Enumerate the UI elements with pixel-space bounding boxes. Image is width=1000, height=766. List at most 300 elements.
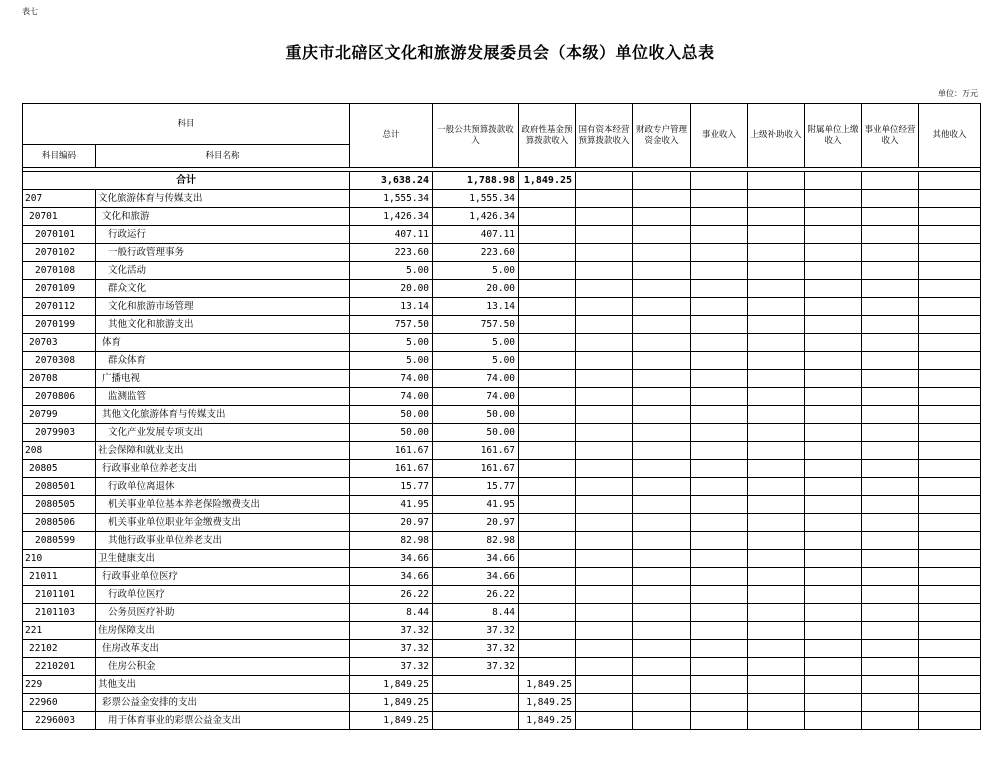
total-cell: 82.98	[350, 532, 433, 550]
total-cell: 74.00	[350, 388, 433, 406]
empty-cell	[919, 316, 981, 334]
empty-cell	[691, 442, 748, 460]
table-row	[23, 388, 981, 406]
general-budget-cell	[433, 694, 519, 712]
empty-cell	[805, 406, 862, 424]
empty-cell	[633, 568, 691, 586]
total-cell-empty	[862, 172, 919, 190]
gov-fund-cell	[519, 388, 576, 406]
empty-cell	[919, 298, 981, 316]
gov-fund-cell: 1,849.25	[519, 694, 576, 712]
total-cell: 1,849.25	[350, 712, 433, 730]
gov-fund-cell	[519, 622, 576, 640]
empty-cell	[862, 532, 919, 550]
gov-fund-cell	[519, 442, 576, 460]
subject-code-cell: 210	[23, 550, 96, 568]
empty-cell	[862, 244, 919, 262]
header-subject: 科目	[23, 104, 350, 145]
general-budget-cell: 5.00	[433, 352, 519, 370]
empty-cell	[691, 622, 748, 640]
empty-cell	[805, 352, 862, 370]
empty-cell	[691, 478, 748, 496]
empty-cell	[576, 406, 633, 424]
gov-fund-cell	[519, 226, 576, 244]
empty-cell	[805, 244, 862, 262]
gov-fund-cell	[519, 316, 576, 334]
total-cell: 407.11	[350, 226, 433, 244]
subject-code-cell: 2070308	[23, 352, 96, 370]
general-budget-cell: 5.00	[433, 334, 519, 352]
gov-fund-cell: 1,849.25	[519, 676, 576, 694]
empty-cell	[633, 262, 691, 280]
general-budget-cell: 34.66	[433, 550, 519, 568]
total-cell: 1,426.34	[350, 208, 433, 226]
empty-cell	[576, 190, 633, 208]
subject-code-cell: 2079903	[23, 424, 96, 442]
total-cell: 37.32	[350, 640, 433, 658]
empty-cell	[633, 208, 691, 226]
empty-cell	[805, 424, 862, 442]
subject-name-cell: 文化活动	[96, 262, 350, 280]
empty-cell	[805, 316, 862, 334]
header-superior-subsidy: 上级补助收入	[748, 104, 805, 168]
empty-cell	[919, 712, 981, 730]
gov-fund-cell	[519, 208, 576, 226]
subject-name-cell: 机关事业单位基本养老保险缴费支出	[96, 496, 350, 514]
empty-cell	[919, 514, 981, 532]
empty-cell	[633, 442, 691, 460]
empty-cell	[576, 424, 633, 442]
subject-name-cell: 公务员医疗补助	[96, 604, 350, 622]
subject-name-cell: 其他文化旅游体育与传媒支出	[96, 406, 350, 424]
empty-cell	[862, 316, 919, 334]
empty-cell	[576, 334, 633, 352]
empty-cell	[748, 586, 805, 604]
empty-cell	[748, 694, 805, 712]
empty-cell	[576, 352, 633, 370]
header-subject-code: 科目编码	[23, 145, 96, 168]
empty-cell	[805, 694, 862, 712]
general-budget-cell: 37.32	[433, 622, 519, 640]
empty-cell	[633, 406, 691, 424]
gov-fund-cell	[519, 298, 576, 316]
subject-code-cell: 20805	[23, 460, 96, 478]
table-row	[23, 406, 981, 424]
empty-cell	[748, 622, 805, 640]
empty-cell	[576, 604, 633, 622]
subject-code-cell: 2210201	[23, 658, 96, 676]
empty-cell	[748, 640, 805, 658]
empty-cell	[748, 496, 805, 514]
gov-fund-cell	[519, 568, 576, 586]
general-budget-cell: 1,426.34	[433, 208, 519, 226]
empty-cell	[862, 640, 919, 658]
general-budget-cell: 50.00	[433, 424, 519, 442]
empty-cell	[919, 658, 981, 676]
empty-cell	[633, 460, 691, 478]
total-cell-empty	[919, 172, 981, 190]
gov-fund-cell	[519, 532, 576, 550]
empty-cell	[633, 676, 691, 694]
empty-cell	[919, 334, 981, 352]
subject-code-cell: 2080505	[23, 496, 96, 514]
general-budget-cell: 161.67	[433, 442, 519, 460]
gov-fund-cell	[519, 514, 576, 532]
empty-cell	[748, 334, 805, 352]
empty-cell	[805, 550, 862, 568]
table-row	[23, 514, 981, 532]
subject-name-cell: 文化和旅游市场管理	[96, 298, 350, 316]
empty-cell	[633, 550, 691, 568]
subject-name-cell: 住房改革支出	[96, 640, 350, 658]
empty-cell	[576, 568, 633, 586]
empty-cell	[862, 712, 919, 730]
gov-fund-cell	[519, 424, 576, 442]
subject-name-cell: 体育	[96, 334, 350, 352]
empty-cell	[805, 262, 862, 280]
subject-name-cell: 监测监管	[96, 388, 350, 406]
empty-cell	[805, 280, 862, 298]
empty-cell	[805, 442, 862, 460]
empty-cell	[805, 568, 862, 586]
gov-fund-cell	[519, 352, 576, 370]
table-row	[23, 604, 981, 622]
empty-cell	[748, 280, 805, 298]
empty-cell	[691, 676, 748, 694]
subject-code-cell: 20701	[23, 208, 96, 226]
empty-cell	[919, 388, 981, 406]
table-row	[23, 262, 981, 280]
gov-fund-cell	[519, 370, 576, 388]
empty-cell	[633, 226, 691, 244]
empty-cell	[748, 478, 805, 496]
header-general-budget: 一般公共预算拨款收入	[433, 104, 519, 168]
empty-cell	[862, 604, 919, 622]
subject-name-cell: 行政单位医疗	[96, 586, 350, 604]
empty-cell	[805, 586, 862, 604]
gov-fund-cell	[519, 406, 576, 424]
header-other-income: 其他收入	[919, 104, 981, 168]
empty-cell	[862, 694, 919, 712]
table-row	[23, 316, 981, 334]
empty-cell	[576, 442, 633, 460]
table-number-tag: 表七	[22, 7, 38, 16]
empty-cell	[691, 406, 748, 424]
total-cell: 223.60	[350, 244, 433, 262]
subject-name-cell: 其他文化和旅游支出	[96, 316, 350, 334]
subject-name-cell: 行政运行	[96, 226, 350, 244]
table-row	[23, 712, 981, 730]
empty-cell	[691, 226, 748, 244]
general-budget-cell: 161.67	[433, 460, 519, 478]
subject-name-cell: 彩票公益金安排的支出	[96, 694, 350, 712]
total-row	[23, 172, 981, 190]
empty-cell	[633, 496, 691, 514]
empty-cell	[862, 334, 919, 352]
empty-cell	[805, 712, 862, 730]
table-row	[23, 496, 981, 514]
gov-fund-cell	[519, 244, 576, 262]
empty-cell	[919, 694, 981, 712]
table-row	[23, 370, 981, 388]
total-cell-empty	[633, 172, 691, 190]
table-row	[23, 568, 981, 586]
table-row	[23, 550, 981, 568]
total-cell: 37.32	[350, 658, 433, 676]
total-cell: 41.95	[350, 496, 433, 514]
table-row	[23, 208, 981, 226]
subject-name-cell: 其他行政事业单位养老支出	[96, 532, 350, 550]
subject-name-cell: 用于体育事业的彩票公益金支出	[96, 712, 350, 730]
empty-cell	[805, 622, 862, 640]
empty-cell	[748, 568, 805, 586]
empty-cell	[805, 478, 862, 496]
total-label: 合计	[23, 172, 350, 190]
empty-cell	[691, 244, 748, 262]
subject-name-cell: 住房保障支出	[96, 622, 350, 640]
empty-cell	[805, 532, 862, 550]
gov-fund-cell	[519, 334, 576, 352]
empty-cell	[576, 496, 633, 514]
total-cell-empty	[805, 172, 862, 190]
empty-cell	[862, 514, 919, 532]
table-row	[23, 226, 981, 244]
empty-cell	[576, 316, 633, 334]
empty-cell	[691, 604, 748, 622]
empty-cell	[633, 622, 691, 640]
empty-cell	[862, 460, 919, 478]
empty-cell	[576, 640, 633, 658]
subject-code-cell: 2101101	[23, 586, 96, 604]
empty-cell	[691, 208, 748, 226]
table-row	[23, 586, 981, 604]
empty-cell	[748, 208, 805, 226]
empty-cell	[691, 658, 748, 676]
empty-cell	[805, 370, 862, 388]
gov-fund-cell	[519, 280, 576, 298]
total-cell: 26.22	[350, 586, 433, 604]
general-budget-cell: 5.00	[433, 262, 519, 280]
empty-cell	[576, 550, 633, 568]
empty-cell	[805, 676, 862, 694]
empty-cell	[805, 604, 862, 622]
empty-cell	[748, 406, 805, 424]
empty-cell	[576, 280, 633, 298]
empty-cell	[919, 352, 981, 370]
subject-code-cell: 2070806	[23, 388, 96, 406]
general-budget-cell: 37.32	[433, 640, 519, 658]
subject-code-cell: 2070199	[23, 316, 96, 334]
empty-cell	[691, 550, 748, 568]
empty-cell	[691, 316, 748, 334]
empty-cell	[633, 370, 691, 388]
empty-cell	[691, 532, 748, 550]
empty-cell	[576, 478, 633, 496]
gov-fund-cell	[519, 262, 576, 280]
gov-fund-cell	[519, 640, 576, 658]
subject-code-cell: 2070102	[23, 244, 96, 262]
empty-cell	[748, 442, 805, 460]
total-cell: 20.97	[350, 514, 433, 532]
total-cell: 1,849.25	[350, 694, 433, 712]
empty-cell	[633, 712, 691, 730]
empty-cell	[805, 298, 862, 316]
empty-cell	[862, 658, 919, 676]
subject-code-cell: 2101103	[23, 604, 96, 622]
empty-cell	[919, 622, 981, 640]
general-budget-cell: 26.22	[433, 586, 519, 604]
total-cell: 74.00	[350, 370, 433, 388]
empty-cell	[576, 226, 633, 244]
subject-name-cell: 文化产业发展专项支出	[96, 424, 350, 442]
empty-cell	[633, 298, 691, 316]
empty-cell	[862, 442, 919, 460]
empty-cell	[691, 496, 748, 514]
empty-cell	[576, 586, 633, 604]
empty-cell	[919, 550, 981, 568]
general-budget-cell: 8.44	[433, 604, 519, 622]
subject-name-cell: 文化旅游体育与传媒支出	[96, 190, 350, 208]
empty-cell	[919, 478, 981, 496]
total-cell-total: 3,638.24	[350, 172, 433, 190]
empty-cell	[805, 226, 862, 244]
header-operating-income: 事业单位经营收入	[862, 104, 919, 168]
subject-name-cell: 群众体育	[96, 352, 350, 370]
total-cell: 1,849.25	[350, 676, 433, 694]
empty-cell	[919, 532, 981, 550]
empty-cell	[633, 478, 691, 496]
empty-cell	[576, 658, 633, 676]
empty-cell	[805, 190, 862, 208]
subject-name-cell: 卫生健康支出	[96, 550, 350, 568]
empty-cell	[691, 640, 748, 658]
header-fiscal-special: 财政专户管理资金收入	[633, 104, 691, 168]
empty-cell	[691, 352, 748, 370]
total-cell: 5.00	[350, 262, 433, 280]
total-cell-general: 1,788.98	[433, 172, 519, 190]
general-budget-cell: 223.60	[433, 244, 519, 262]
empty-cell	[576, 388, 633, 406]
empty-cell	[748, 388, 805, 406]
empty-cell	[748, 424, 805, 442]
subject-name-cell: 广播电视	[96, 370, 350, 388]
empty-cell	[748, 712, 805, 730]
empty-cell	[919, 586, 981, 604]
empty-cell	[748, 658, 805, 676]
subject-name-cell: 一般行政管理事务	[96, 244, 350, 262]
table-row	[23, 460, 981, 478]
table-row	[23, 298, 981, 316]
empty-cell	[691, 388, 748, 406]
empty-cell	[576, 532, 633, 550]
general-budget-cell: 74.00	[433, 388, 519, 406]
empty-cell	[691, 334, 748, 352]
empty-cell	[862, 496, 919, 514]
general-budget-cell	[433, 676, 519, 694]
subject-code-cell: 2070108	[23, 262, 96, 280]
general-budget-cell: 50.00	[433, 406, 519, 424]
empty-cell	[748, 190, 805, 208]
table-row	[23, 478, 981, 496]
empty-cell	[633, 352, 691, 370]
empty-cell	[862, 406, 919, 424]
empty-cell	[633, 514, 691, 532]
empty-cell	[691, 298, 748, 316]
subject-name-cell: 群众文化	[96, 280, 350, 298]
empty-cell	[576, 208, 633, 226]
table-row	[23, 334, 981, 352]
empty-cell	[862, 370, 919, 388]
empty-cell	[576, 460, 633, 478]
general-budget-cell: 757.50	[433, 316, 519, 334]
subject-name-cell: 社会保障和就业支出	[96, 442, 350, 460]
gov-fund-cell: 1,849.25	[519, 712, 576, 730]
subject-code-cell: 2080501	[23, 478, 96, 496]
empty-cell	[805, 208, 862, 226]
empty-cell	[691, 280, 748, 298]
empty-cell	[805, 334, 862, 352]
total-cell: 161.67	[350, 460, 433, 478]
empty-cell	[748, 262, 805, 280]
header-subject-name: 科目名称	[96, 145, 350, 168]
empty-cell	[633, 334, 691, 352]
table-row	[23, 640, 981, 658]
table-row	[23, 280, 981, 298]
empty-cell	[919, 496, 981, 514]
general-budget-cell: 37.32	[433, 658, 519, 676]
total-cell: 5.00	[350, 334, 433, 352]
table-row	[23, 658, 981, 676]
total-cell: 8.44	[350, 604, 433, 622]
empty-cell	[862, 352, 919, 370]
total-cell-empty	[748, 172, 805, 190]
subject-name-cell: 行政事业单位养老支出	[96, 460, 350, 478]
subject-name-cell: 机关事业单位职业年金缴费支出	[96, 514, 350, 532]
empty-cell	[633, 316, 691, 334]
empty-cell	[862, 568, 919, 586]
gov-fund-cell	[519, 496, 576, 514]
subject-code-cell: 22102	[23, 640, 96, 658]
empty-cell	[633, 424, 691, 442]
empty-cell	[862, 208, 919, 226]
subject-code-cell: 2070101	[23, 226, 96, 244]
general-budget-cell: 15.77	[433, 478, 519, 496]
empty-cell	[633, 388, 691, 406]
total-cell: 13.14	[350, 298, 433, 316]
general-budget-cell: 1,555.34	[433, 190, 519, 208]
general-budget-cell: 34.66	[433, 568, 519, 586]
empty-cell	[748, 676, 805, 694]
gov-fund-cell	[519, 190, 576, 208]
empty-cell	[633, 604, 691, 622]
total-cell: 20.00	[350, 280, 433, 298]
empty-cell	[633, 640, 691, 658]
subject-code-cell: 2080599	[23, 532, 96, 550]
empty-cell	[919, 604, 981, 622]
subject-code-cell: 21011	[23, 568, 96, 586]
subject-code-cell: 2080506	[23, 514, 96, 532]
empty-cell	[691, 190, 748, 208]
empty-cell	[862, 226, 919, 244]
total-cell-fund: 1,849.25	[519, 172, 576, 190]
general-budget-cell	[433, 712, 519, 730]
empty-cell	[748, 352, 805, 370]
empty-cell	[919, 244, 981, 262]
empty-cell	[691, 262, 748, 280]
empty-cell	[919, 676, 981, 694]
empty-cell	[748, 316, 805, 334]
subject-code-cell: 208	[23, 442, 96, 460]
